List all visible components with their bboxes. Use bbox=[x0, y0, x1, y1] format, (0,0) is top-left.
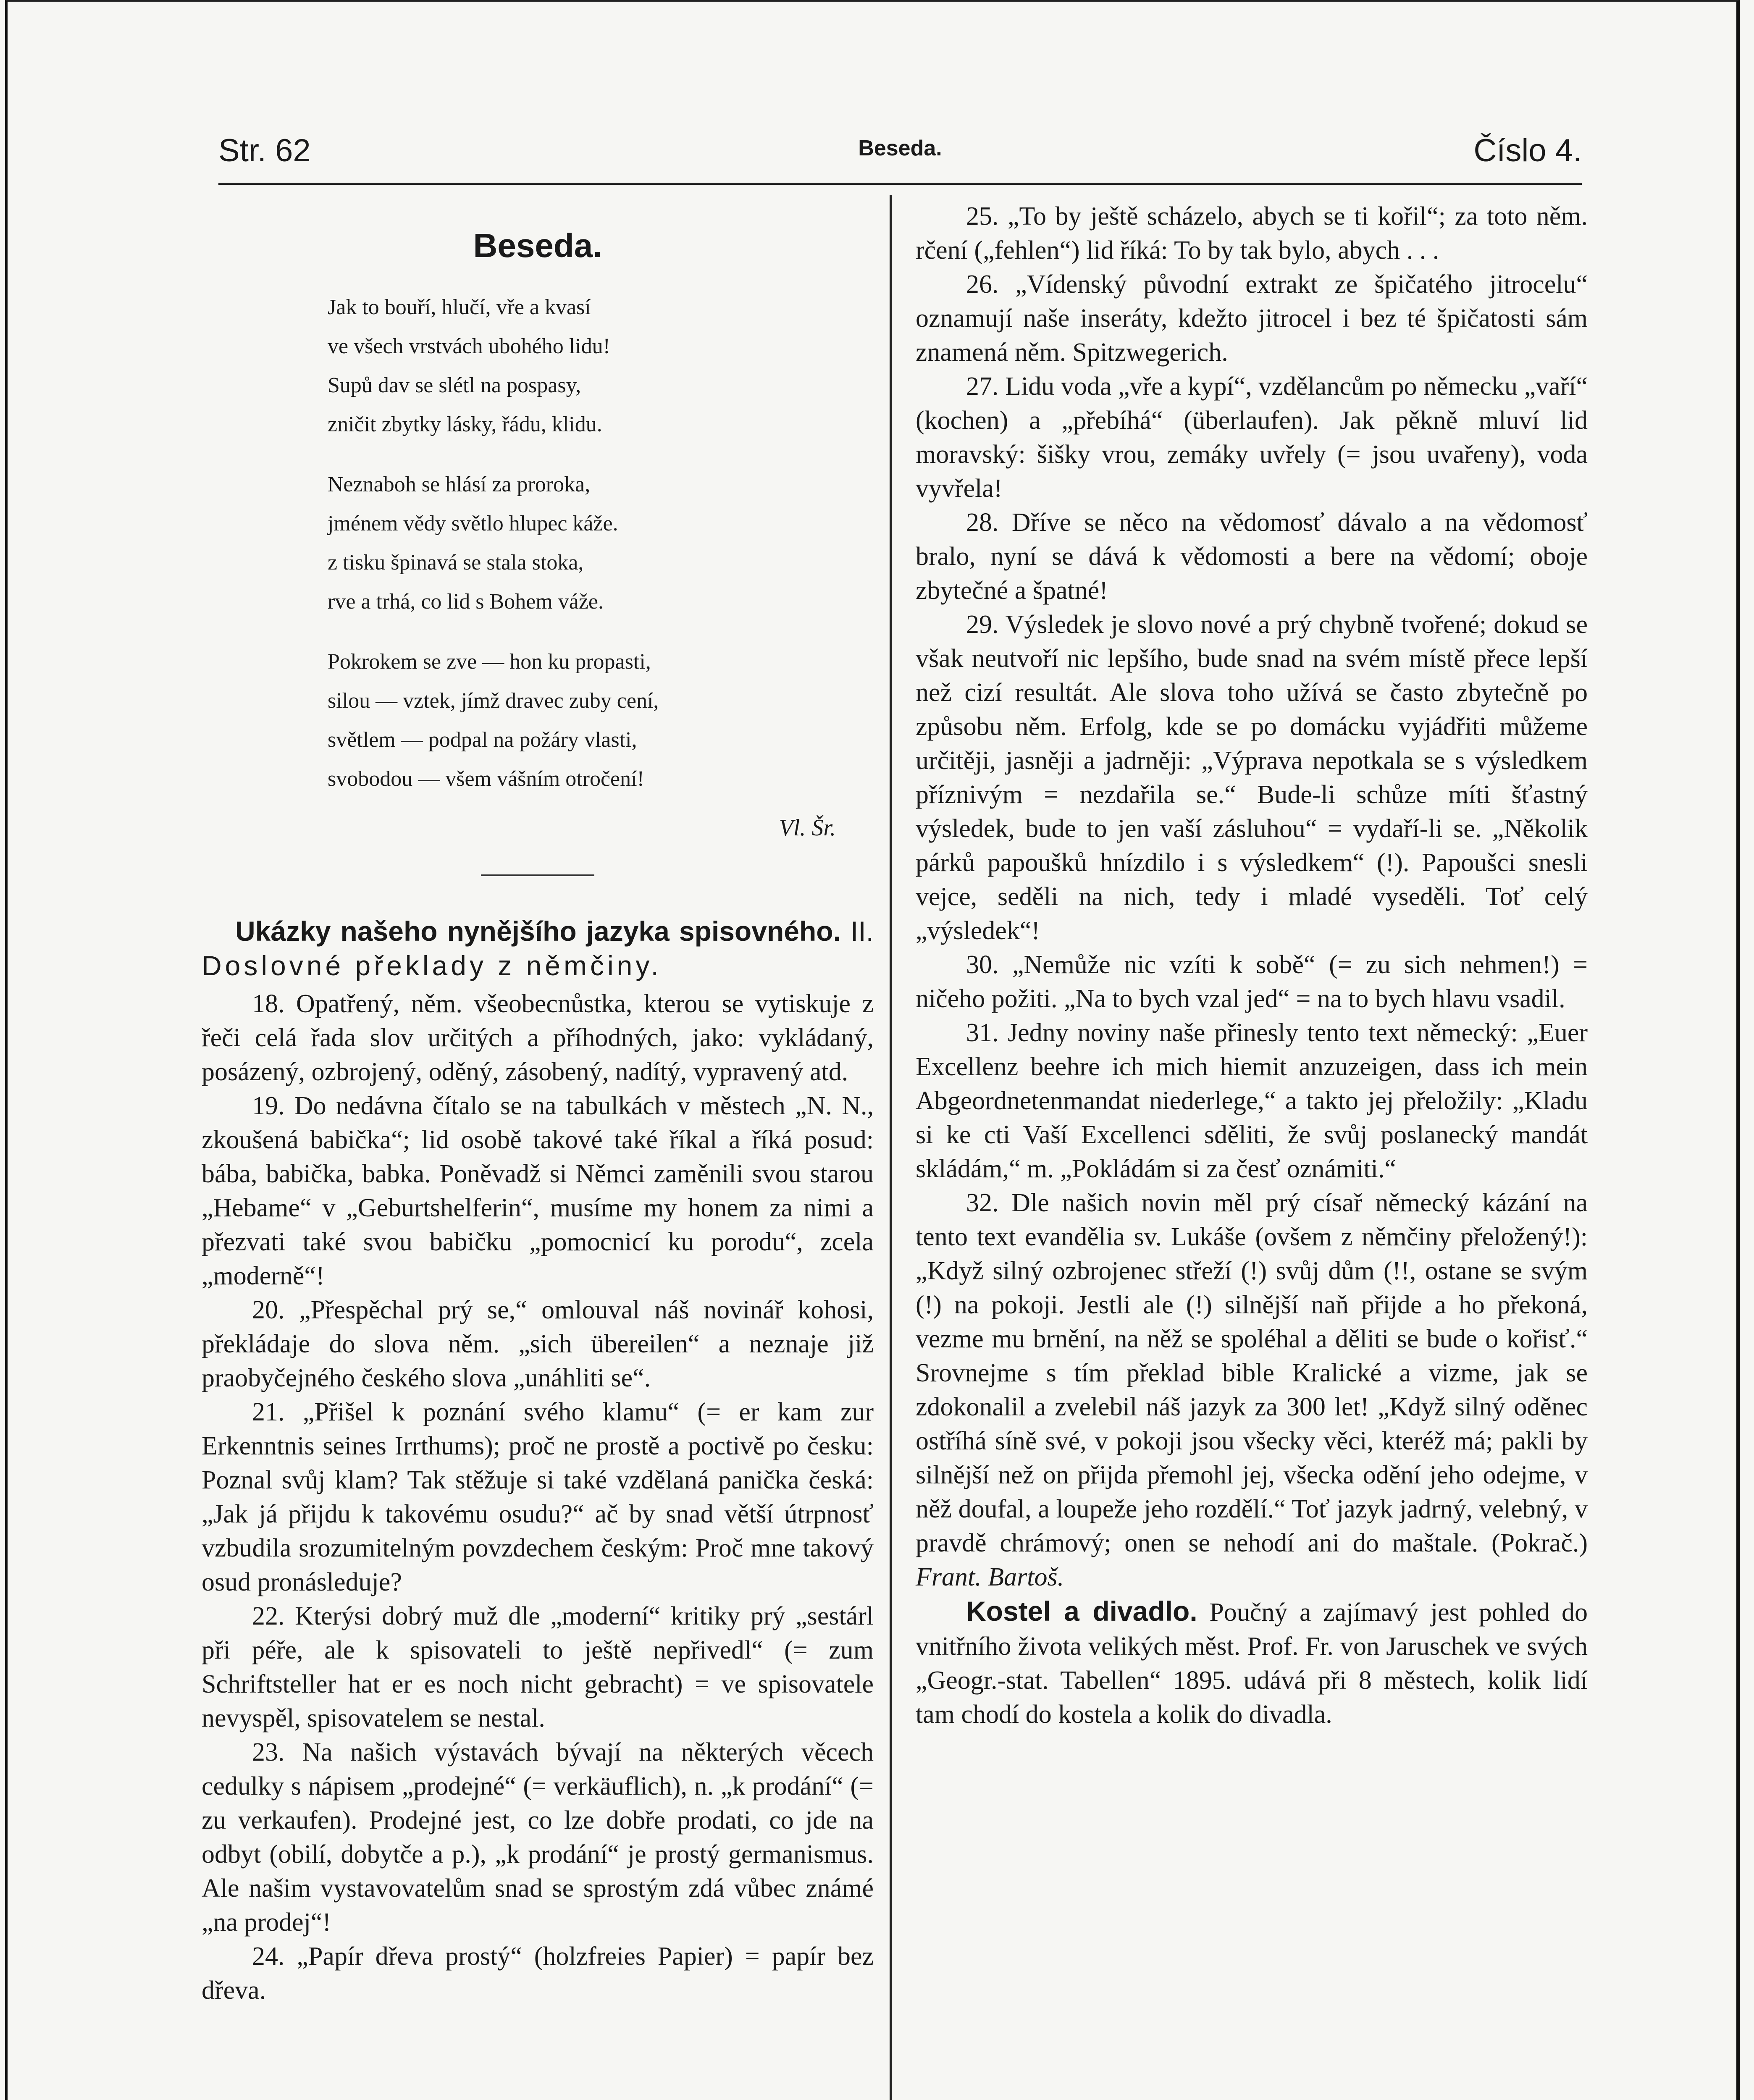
article-item-25: 25. „To by ještě scházelo, abych se ti kořil“; za toto něm. rčení („fehlen“) lid říká: To by tak bylo, abych . . . bbox=[916, 202, 1588, 265]
article-item-20: 20. „Přespěchal prý se,“ omlouval náš novinář kohosi, překládaje do slova něm. „sich übereilen“ a neznaje již praobyčejného českého slova „unáhliti se“. bbox=[202, 1296, 874, 1392]
article-item-22: 22. Kterýsi dobrý muž dle „moderní“ kritiky prý „sestárl při péře, ale k spisovateli to ještě nepřivedl“ (= zum Schriftsteller hat er es noch nicht gebracht) = ve spisovatele nevyspěl, spisovatelem se nestal. bbox=[202, 1602, 874, 1732]
article-author: Frant. Bartoš. bbox=[916, 1563, 1064, 1591]
poem-line: silou — vztek, jímž dravec zuby cení, bbox=[328, 689, 659, 713]
article-item-30: 30. „Nemůže nic vzíti k sobě“ (= zu sich nehmen!) = ničeho požiti. „Na to bych vzal jed“ = na to bych hlavu vsadil. bbox=[916, 950, 1588, 1013]
poem-stanza bbox=[328, 465, 874, 621]
poem-line: Jak to bouří, hlučí, vře a kvasí bbox=[328, 295, 591, 319]
article-item-18: 18. Opatřený, něm. všeobecnůstka, kterou se vytiskuje z řeči celá řada slov určitých a příhodných, jako: vykládaný, posázený, ozbrojený, oděný, zásobený, nadítý, vypravený atd. bbox=[202, 990, 874, 1086]
article-subheading: Doslovné překlady z němčiny. bbox=[202, 950, 662, 981]
kostel-title: Kostel a divadlo. bbox=[966, 1596, 1197, 1627]
kostel-text: Poučný a zajímavý jest pohled do vnitřního života velikých měst. Prof. Fr. von Jaruschek ve svých „Geogr.-stat. Tabellen“ 1895. udává při 8 městech, kolik lidí tam chodí do kostela a kolik do divadla. bbox=[916, 1598, 1588, 1729]
article-item-32-text: 32. Dle našich novin měl prý císař německý kázání na tento text evandělia sv. Lukáše (ovšem z němčiny přeložený!): „Když silný ozbrojenec střeží (!) svůj dům (!!, ostane se svým (!) na pokoji. Jestli ale (!) silnější naň přijde a ho překoná, vezme mu brnění, na něž se spoléhal a děliti se bude o kořisť.“ Srovnejme s tím překlad bible Kralické a vizme, jak se zdokonalil a zvelebil náš jazyk za 300 let! „Když silný oděnec ostříhá síně své, v pokoji jsou všecky věci, kteréž má; pakli by silnější než on přijda přemohl jej, všecka odění jeho odejme, v něž doufal, a loupeže jeho rozdělí.“ Toť jazyk jadrný, velebný, v pravdě chrámový; onen se nehodí ani do maštale. bbox=[916, 1189, 1588, 1557]
continuation-note: (Pokrač.) bbox=[1491, 1529, 1588, 1557]
poem-line: zničit zbytky lásky, řádu, klidu. bbox=[328, 412, 602, 436]
article-item-32 bbox=[916, 1186, 1588, 1594]
poem-author: Vl. Šr. bbox=[779, 815, 836, 841]
poem-title: Beseda. bbox=[473, 227, 602, 264]
poem-line: jménem vědy světlo hlupec káže. bbox=[328, 512, 618, 536]
article-item-26: 26. „Vídenský původní extrakt ze špičatého jitrocelu“ oznamují naše inseráty, kdežto jitrocel i bez té špičatosti sám znamená něm. Spitzwegerich. bbox=[916, 270, 1588, 367]
poem-line: Pokrokem se zve — hon ku propasti, bbox=[328, 650, 651, 674]
poem-line: Neznaboh se hlásí za proroka, bbox=[328, 472, 591, 496]
kostel-paragraph bbox=[916, 1594, 1588, 1732]
article-item-19: 19. Do nedávna čítalo se na tabulkách v městech „N. N., zkoušená babička“; lid osobě takové také říkal a říká posud: bába, babička, babka. Poněvadž si Němci zaměnili svou starou „Hebame“ v „Geburtshelferin“, musíme my honem za nimi a přezvati také svou babičku „pomocnicí ku porodu“, zcela „moderně“! bbox=[202, 1092, 874, 1290]
article-item-24: 24. „Papír dřeva prostý“ (holzfreies Papier) = papír bez dřeva. bbox=[202, 1942, 874, 2005]
running-title: Beseda. bbox=[858, 136, 942, 160]
poem-line: Supů dav se slétl na pospasy, bbox=[328, 373, 581, 397]
poem-line: rve a trhá, co lid s Bohem váže. bbox=[328, 590, 604, 614]
right-column bbox=[916, 200, 1588, 1732]
issue-number: Číslo 4. bbox=[1473, 133, 1582, 168]
left-column bbox=[202, 200, 874, 2008]
poem-stanza bbox=[328, 642, 874, 798]
article-item-23: 23. Na našich výstavách bývají na některých věcech cedulky s nápisem „prodejné“ (= verkäuflich), n. „k prodání“ (= zu verkaufen). Prodejné jest, co lze dobře prodati, co jde na odbyt (obilí, dobytče a p.), „k prodání“ je prostý germanismus. Ale našim vystavovatelům snad se sprostým zdá vůbec známé „na prodej“! bbox=[202, 1738, 874, 1937]
page-header bbox=[218, 124, 1582, 185]
article-item-31: 31. Jedny noviny naše přinesly tento text německý: „Euer Excellenz beehre ich mich hiemit anzuzeigen, dass ich mein Abgeordnetenmandat niederlege,“ a takto jej přeložily: „Kladu si ke cti Vaší Excellenci sděliti, že svůj poslanecký mandát skládám,“ m. „Pokládám si za česť oznámiti.“ bbox=[916, 1018, 1588, 1183]
page-number: Str. 62 bbox=[218, 133, 311, 168]
poem-line: světlem — podpal na požáry vlasti, bbox=[328, 728, 637, 752]
article-item-27: 27. Lidu voda „vře a kypí“, vzdělancům po německu „vaří“ (kochen) a „přebíhá“ (überlaufen). Jak pěkně mluví lid moravský: šišky vrou, zemáky uvřely (= jsou uvařeny), voda vyvřela! bbox=[916, 372, 1588, 503]
column-divider bbox=[890, 195, 892, 2100]
poem-line: ve všech vrstvách ubohého lidu! bbox=[328, 334, 610, 358]
article-heading-part: II. bbox=[850, 916, 874, 947]
article-item-21: 21. „Přišel k poznání svého klamu“ (= er kam zur Erkenntnis seines Irrthums); proč ne prostě a poctivě po česku: Poznal svůj klam? Tak stěžuje si také vzdělaná panička česká: „Jak já přijdu k takovému osudu?“ ač by snad větší útrpnosť vzbudila srozumitelným povzdechem českým: Proč mne takový osud pronásleduje? bbox=[202, 1398, 874, 1596]
poem bbox=[328, 288, 874, 798]
article-item-28: 28. Dříve se něco na vědomosť dávalo a na vědomosť bralo, nyní se dává k vědomosti a bere na vědomí; oboje zbytečné a špatné! bbox=[916, 508, 1588, 605]
article-heading-bold: Ukázky našeho nynějšího jazyka spisovného. bbox=[235, 916, 841, 947]
article-heading bbox=[202, 914, 874, 983]
poem-line: svobodou — všem vášním otročení! bbox=[328, 767, 644, 791]
poem-line: z tisku špinavá se stala stoka, bbox=[328, 551, 584, 575]
section-divider bbox=[481, 874, 594, 876]
poem-stanza bbox=[328, 288, 874, 444]
article-item-29: 29. Výsledek je slovo nové a prý chybně tvořené; dokud se však neutvoří nic lepšího, bude snad na svém místě přece lepší než cizí resultát. Ale slova toho užívá se často zbytečně po způsobu něm. Erfolg, kde se po domácku vyjádřiti můžeme určitěji, jasněji a jadrněji: „Výprava nepotkala se s výsledkem příznivým = nezdařila se.“ Bude-li schůze míti šťastný výsledek, bude to jen vaší zásluhou“ = vydaří-li se. „Několik párků papoušků hnízdilo i s výsledkem“ (!). Papoušci snesli vejce, seděli na nich, tedy i mladé vyseděli. Toť celý „výsledek“! bbox=[916, 610, 1588, 945]
